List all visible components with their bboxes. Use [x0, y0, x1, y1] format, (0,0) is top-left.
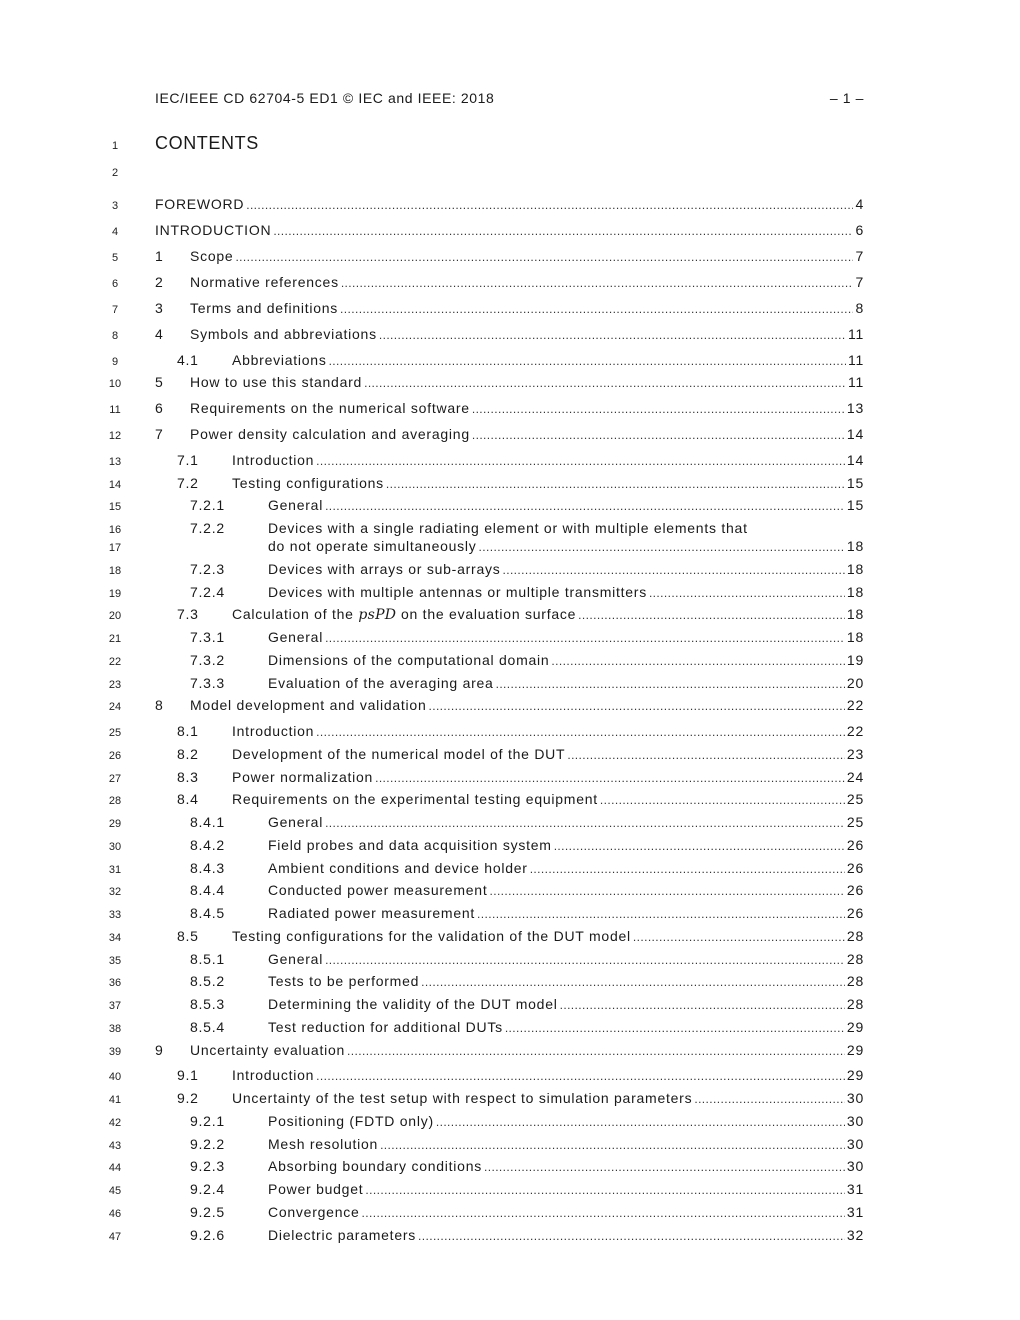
toc-entry-number: 4.1 [177, 352, 199, 368]
toc-entry-7-2[interactable] [177, 475, 864, 495]
toc-entry-title-part: Calculation of the [232, 606, 354, 622]
toc-page-number: 28 [846, 996, 864, 1012]
line-number: 3 [111, 200, 119, 212]
toc-entry-title: FOREWORD [155, 196, 245, 212]
line-number: 4 [111, 226, 119, 238]
toc-entry-3[interactable] [155, 300, 864, 320]
toc-page-number: 30 [846, 1158, 864, 1174]
leader-dots [273, 222, 853, 238]
toc-entry-2[interactable] [155, 274, 864, 294]
toc-page-number: 14 [846, 426, 864, 442]
toc-entry-title: Dimensions of the computational domain [268, 652, 550, 668]
toc-entry-number: 7.3.3 [190, 675, 225, 691]
line-number: 1 [111, 140, 119, 152]
toc-entry-number: 8.4.3 [190, 860, 225, 876]
toc-entry-number: 8.5.4 [190, 1019, 225, 1035]
toc-entry-title: Absorbing boundary conditions [268, 1158, 482, 1174]
line-number: 40 [108, 1071, 122, 1083]
toc-entry-number: 8.5 [177, 928, 199, 944]
toc-page-number: 26 [846, 860, 864, 876]
toc-entry-title: INTRODUCTION [155, 222, 272, 238]
leader-dots [567, 746, 845, 762]
toc-entry-7-1[interactable] [177, 452, 864, 472]
line-number: 41 [108, 1094, 122, 1106]
line-number: 26 [108, 750, 122, 762]
toc-page-number: 29 [846, 1067, 864, 1083]
toc-entry-title [232, 606, 576, 623]
toc-entry-number: 7.1 [177, 452, 199, 468]
toc-entry-number: 9.1 [177, 1067, 199, 1083]
toc-entry-7-2-3[interactable] [190, 561, 864, 581]
line-number: 33 [108, 909, 122, 921]
toc-page-number: 29 [846, 1019, 864, 1035]
toc-page-number: 15 [846, 497, 864, 513]
leader-dots [694, 1090, 845, 1106]
toc-entry-number: 7.3 [177, 606, 199, 622]
toc-entry-8-4-4[interactable] [190, 882, 864, 902]
leader-dots [496, 675, 845, 691]
toc-entry-introduction[interactable] [155, 222, 864, 242]
leader-dots [649, 584, 845, 600]
line-number: 30 [108, 841, 122, 853]
toc-entry-title: Testing configurations for the validation of the DUT model [232, 928, 631, 944]
toc-entry-7-2-1[interactable] [190, 497, 864, 517]
toc-entry-number: 1 [155, 248, 164, 264]
toc-entry-5[interactable] [155, 374, 864, 394]
toc-entry-title: Development of the numerical model of the DUT [232, 746, 566, 762]
toc-entry-title: Abbreviations [232, 352, 327, 368]
line-number: 12 [108, 430, 122, 442]
toc-entry-title: Power density calculation and averaging [190, 426, 470, 442]
toc-entry-title: General [268, 629, 324, 645]
toc-entry-9-2-3[interactable] [190, 1158, 864, 1178]
toc-page-number: 30 [846, 1113, 864, 1129]
line-number: 27 [108, 773, 122, 785]
toc-entry-title: Radiated power measurement [268, 905, 476, 921]
toc-entry-title: Uncertainty of the test setup with respect to simulation parameters [232, 1090, 693, 1106]
line-number: 8 [111, 330, 119, 342]
toc-entry-title-continued: do not operate simultaneously [268, 538, 477, 554]
toc-entry-number: 4 [155, 326, 164, 342]
toc-entry-title-part: on the evaluation surface [400, 606, 577, 622]
toc-entry-number: 3 [155, 300, 164, 316]
toc-entry-title: Test reduction for additional DUTs [268, 1019, 503, 1035]
line-number: 18 [108, 565, 122, 577]
leader-dots [479, 538, 845, 554]
toc-entry-number: 8.5.1 [190, 951, 225, 967]
toc-entry-8-5[interactable] [177, 928, 864, 948]
leader-dots [379, 326, 846, 342]
toc-page-number: 6 [855, 222, 864, 238]
toc-entry-8-5-4[interactable] [190, 1019, 864, 1039]
line-number: 46 [108, 1208, 122, 1220]
toc-entry-6[interactable] [155, 400, 864, 420]
toc-entry-7-2-4[interactable] [190, 584, 864, 604]
toc-entry-title: Symbols and abbreviations [190, 326, 377, 342]
line-number: 34 [108, 932, 122, 944]
toc-entry-8-2[interactable] [177, 746, 864, 766]
line-number: 35 [108, 955, 122, 967]
toc-entry-title: Introduction [232, 452, 315, 468]
toc-page-number: 30 [846, 1090, 864, 1106]
toc-entry-number: 8 [155, 697, 164, 713]
toc-page-number: 30 [846, 1136, 864, 1152]
toc-entry-4-1[interactable] [177, 352, 864, 372]
toc-entry-title: Scope [190, 248, 234, 264]
leader-dots [633, 928, 845, 944]
leader-dots [316, 452, 845, 468]
toc-entry-number: 9.2.1 [190, 1113, 225, 1129]
leader-dots [530, 860, 845, 876]
leader-dots [316, 1067, 845, 1083]
toc-page-number: 26 [846, 882, 864, 898]
toc-entry-8-4-5[interactable] [190, 905, 864, 925]
toc-page-number: 8 [855, 300, 864, 316]
toc-entry-9-2[interactable] [177, 1090, 864, 1110]
toc-entry-number: 8.1 [177, 723, 199, 739]
toc-page-number: 4 [855, 196, 864, 212]
toc-entry-number: 9.2.4 [190, 1181, 225, 1197]
line-number: 32 [108, 886, 122, 898]
toc-entry-number: 7.2.2 [190, 520, 225, 536]
running-header-page-number: – 1 – [829, 90, 864, 106]
toc-page-number: 18 [846, 606, 864, 622]
leader-dots [477, 905, 845, 921]
leader-dots [428, 697, 844, 713]
toc-entry-9-2-6[interactable] [190, 1227, 864, 1247]
toc-entry-title: Field probes and data acquisition system [268, 837, 552, 853]
line-number: 21 [108, 633, 122, 645]
toc-entry-7-3-2[interactable] [190, 652, 864, 672]
toc-page-number: 25 [846, 791, 864, 807]
line-number: 10 [108, 378, 122, 390]
toc-page-number: 18 [846, 561, 864, 577]
toc-entry-title: Devices with a single radiating element or with multiple elements that [268, 520, 748, 536]
line-number: 2 [111, 167, 119, 179]
toc-entry-9-2-1[interactable] [190, 1113, 864, 1133]
toc-entry-4[interactable] [155, 326, 864, 346]
toc-entry-9-2-4[interactable] [190, 1181, 864, 1201]
leader-dots [362, 1204, 845, 1220]
toc-entry-9[interactable] [155, 1042, 864, 1062]
toc-entry-title: Tests to be performed [268, 973, 420, 989]
leader-dots [340, 300, 853, 316]
toc-entry-8-1[interactable] [177, 723, 864, 743]
toc-page-number: 20 [846, 675, 864, 691]
toc-entry-8-3[interactable] [177, 769, 864, 789]
toc-entry-title: Ambient conditions and device holder [268, 860, 528, 876]
toc-entry-number: 9 [155, 1042, 164, 1058]
toc-entry-number: 8.3 [177, 769, 199, 785]
line-number: 13 [108, 456, 122, 468]
toc-entry-7-3-1[interactable] [190, 629, 864, 649]
line-number: 24 [108, 701, 122, 713]
line-number: 37 [108, 1000, 122, 1012]
leader-dots [578, 606, 845, 622]
page-title: CONTENTS [155, 133, 259, 153]
toc-entry-number: 7 [155, 426, 164, 442]
leader-dots [505, 1019, 845, 1035]
line-number: 5 [111, 252, 119, 264]
toc-entry-title: Conducted power measurement [268, 882, 488, 898]
toc-entry-title: Requirements on the experimental testing equipment [232, 791, 598, 807]
toc-entry-9-2-5[interactable] [190, 1204, 864, 1224]
toc-entry-9-2-2[interactable] [190, 1136, 864, 1156]
toc-entry-8-4[interactable] [177, 791, 864, 811]
leader-dots [436, 1113, 845, 1129]
toc-entry-title: General [268, 814, 324, 830]
line-number: 29 [108, 818, 122, 830]
toc-entry-number: 9.2.5 [190, 1204, 225, 1220]
toc-entry-8-5-3[interactable] [190, 996, 864, 1016]
toc-entry-8-5-1[interactable] [190, 951, 864, 971]
toc-entry-number: 7.2.1 [190, 497, 225, 513]
toc-entry-title: Positioning (FDTD only) [268, 1113, 434, 1129]
line-number: 42 [108, 1117, 122, 1129]
toc-page-number: 13 [846, 400, 864, 416]
toc-entry-title: Introduction [232, 1067, 315, 1083]
toc-page-number: 28 [846, 951, 864, 967]
running-header-left: IEC/IEEE CD 62704-5 ED1 © IEC and IEEE: 2018 [155, 90, 495, 106]
line-number: 6 [111, 278, 119, 290]
leader-dots [329, 352, 846, 368]
toc-entry-title: Convergence [268, 1204, 360, 1220]
toc-page-number: 18 [846, 538, 864, 554]
leader-dots [489, 882, 844, 898]
leader-dots [600, 791, 845, 807]
line-number: 47 [108, 1231, 122, 1243]
toc-entry-number: 8.2 [177, 746, 199, 762]
leader-dots [347, 1042, 845, 1058]
leader-dots [325, 814, 845, 830]
line-number: 14 [108, 479, 122, 491]
toc-entry-8-4-3[interactable] [190, 860, 864, 880]
toc-entry-title: Dielectric parameters [268, 1227, 417, 1243]
toc-entry-number: 7.3.2 [190, 652, 225, 668]
line-number: 19 [108, 588, 122, 600]
toc-page-number: 25 [846, 814, 864, 830]
toc-entry-8-4-1[interactable] [190, 814, 864, 834]
toc-page-number: 28 [846, 973, 864, 989]
toc-page-number: 18 [846, 584, 864, 600]
line-number: 7 [111, 304, 119, 316]
toc-entry-title: Terms and definitions [190, 300, 339, 316]
leader-dots [551, 652, 845, 668]
toc-entry-number: 7.2.4 [190, 584, 225, 600]
toc-entry-7-2-2-first-line[interactable] [190, 520, 748, 536]
leader-dots [380, 1136, 845, 1152]
line-number: 25 [108, 727, 122, 739]
toc-entry-title: General [268, 951, 324, 967]
leader-dots [472, 400, 845, 416]
line-number: 15 [108, 501, 122, 513]
toc-page-number: 31 [846, 1181, 864, 1197]
toc-page-number: 29 [846, 1042, 864, 1058]
toc-page-number: 22 [846, 723, 864, 739]
toc-entry-title: Determining the validity of the DUT model [268, 996, 558, 1012]
toc-page-number: 15 [846, 475, 864, 491]
toc-page-number: 26 [846, 905, 864, 921]
toc-page-number: 11 [847, 352, 864, 368]
leader-dots [418, 1227, 845, 1243]
toc-entry-title: How to use this standard [190, 374, 363, 390]
toc-page-number: 14 [846, 452, 864, 468]
toc-entry-title: Power normalization [232, 769, 374, 785]
toc-entry-number: 8.5.2 [190, 973, 225, 989]
toc-page-number: 32 [846, 1227, 864, 1243]
toc-entry-number: 8.4.2 [190, 837, 225, 853]
line-number: 38 [108, 1023, 122, 1035]
toc-page-number: 31 [846, 1204, 864, 1220]
leader-dots [316, 723, 845, 739]
toc-entry-number: 8.4 [177, 791, 199, 807]
toc-entry-number: 8.5.3 [190, 996, 225, 1012]
toc-entry-8-4-2[interactable] [190, 837, 864, 857]
leader-dots [554, 837, 845, 853]
toc-entry-8[interactable] [155, 697, 864, 717]
toc-page-number: 26 [846, 837, 864, 853]
line-number: 20 [108, 610, 122, 622]
toc-entry-number: 9.2.3 [190, 1158, 225, 1174]
toc-entry-title: Model development and validation [190, 697, 427, 713]
leader-dots [325, 629, 845, 645]
toc-entry-number: 7.2 [177, 475, 199, 491]
leader-dots [246, 196, 853, 212]
toc-entry-title: Normative references [190, 274, 339, 290]
leader-dots [365, 1181, 845, 1197]
leader-dots [364, 374, 846, 390]
toc-entry-number: 9.2 [177, 1090, 199, 1106]
leader-dots [421, 973, 845, 989]
toc-page-number: 24 [846, 769, 864, 785]
toc-entry-number: 9.2.2 [190, 1136, 225, 1152]
line-number: 39 [108, 1046, 122, 1058]
leader-dots [560, 996, 845, 1012]
leader-dots [325, 951, 845, 967]
leader-dots [375, 769, 845, 785]
line-number: 43 [108, 1140, 122, 1152]
toc-entry-number: 7.2.3 [190, 561, 225, 577]
line-number: 36 [108, 977, 122, 989]
toc-entry-number: 8.4.5 [190, 905, 225, 921]
leader-dots [472, 426, 845, 442]
toc-entry-number: 2 [155, 274, 164, 290]
leader-dots [386, 475, 845, 491]
toc-entry-number: 6 [155, 400, 164, 416]
line-number: 16 [108, 524, 122, 536]
toc-page-number: 19 [846, 652, 864, 668]
line-number: 11 [109, 404, 121, 416]
toc-page-number: 28 [846, 928, 864, 944]
toc-page-number: 11 [847, 374, 864, 390]
toc-page-number: 7 [855, 248, 864, 264]
toc-entry-title: Requirements on the numerical software [190, 400, 470, 416]
toc-entry-number: 9.2.6 [190, 1227, 225, 1243]
line-number: 9 [111, 356, 119, 368]
toc-entry-number: 8.4.1 [190, 814, 225, 830]
toc-entry-7-3[interactable] [177, 606, 864, 626]
toc-entry-title: Uncertainty evaluation [190, 1042, 346, 1058]
leader-dots [341, 274, 854, 290]
toc-entry-title: Devices with multiple antennas or multiple transmitters [268, 584, 647, 600]
toc-entry-8-5-2[interactable] [190, 973, 864, 993]
toc-entry-number: 5 [155, 374, 164, 390]
toc-entry-title: Testing configurations [232, 475, 384, 491]
leader-dots [484, 1158, 845, 1174]
math-symbol: psPD [358, 607, 397, 623]
line-number: 23 [108, 679, 122, 691]
leader-dots [502, 561, 844, 577]
toc-entry-title: Devices with arrays or sub-arrays [268, 561, 501, 577]
line-number: 45 [108, 1185, 122, 1197]
toc-page-number: 7 [855, 274, 864, 290]
line-number: 44 [108, 1162, 122, 1174]
leader-dots [235, 248, 853, 264]
toc-entry-title: Introduction [232, 723, 315, 739]
toc-entry-7[interactable] [155, 426, 864, 446]
toc-entry-title: Mesh resolution [268, 1136, 379, 1152]
toc-entry-7-3-3[interactable] [190, 675, 864, 695]
line-number: 17 [108, 542, 122, 554]
line-number: 31 [108, 864, 122, 876]
toc-page-number: 23 [846, 746, 864, 762]
toc-page-number: 11 [847, 326, 864, 342]
toc-entry-1[interactable] [155, 248, 864, 268]
toc-entry-title: Power budget [268, 1181, 364, 1197]
line-number: 22 [108, 656, 122, 668]
toc-entry-title: Evaluation of the averaging area [268, 675, 494, 691]
toc-entry-9-1[interactable] [177, 1067, 864, 1087]
toc-entry-foreword[interactable] [155, 196, 864, 216]
toc-entry-7-2-2[interactable] [268, 538, 864, 558]
toc-page-number: 18 [846, 629, 864, 645]
toc-page-number: 22 [846, 697, 864, 713]
toc-entry-number: 7.3.1 [190, 629, 225, 645]
leader-dots [325, 497, 845, 513]
toc-entry-title: General [268, 497, 324, 513]
toc-entry-number: 8.4.4 [190, 882, 225, 898]
line-number: 28 [108, 795, 122, 807]
